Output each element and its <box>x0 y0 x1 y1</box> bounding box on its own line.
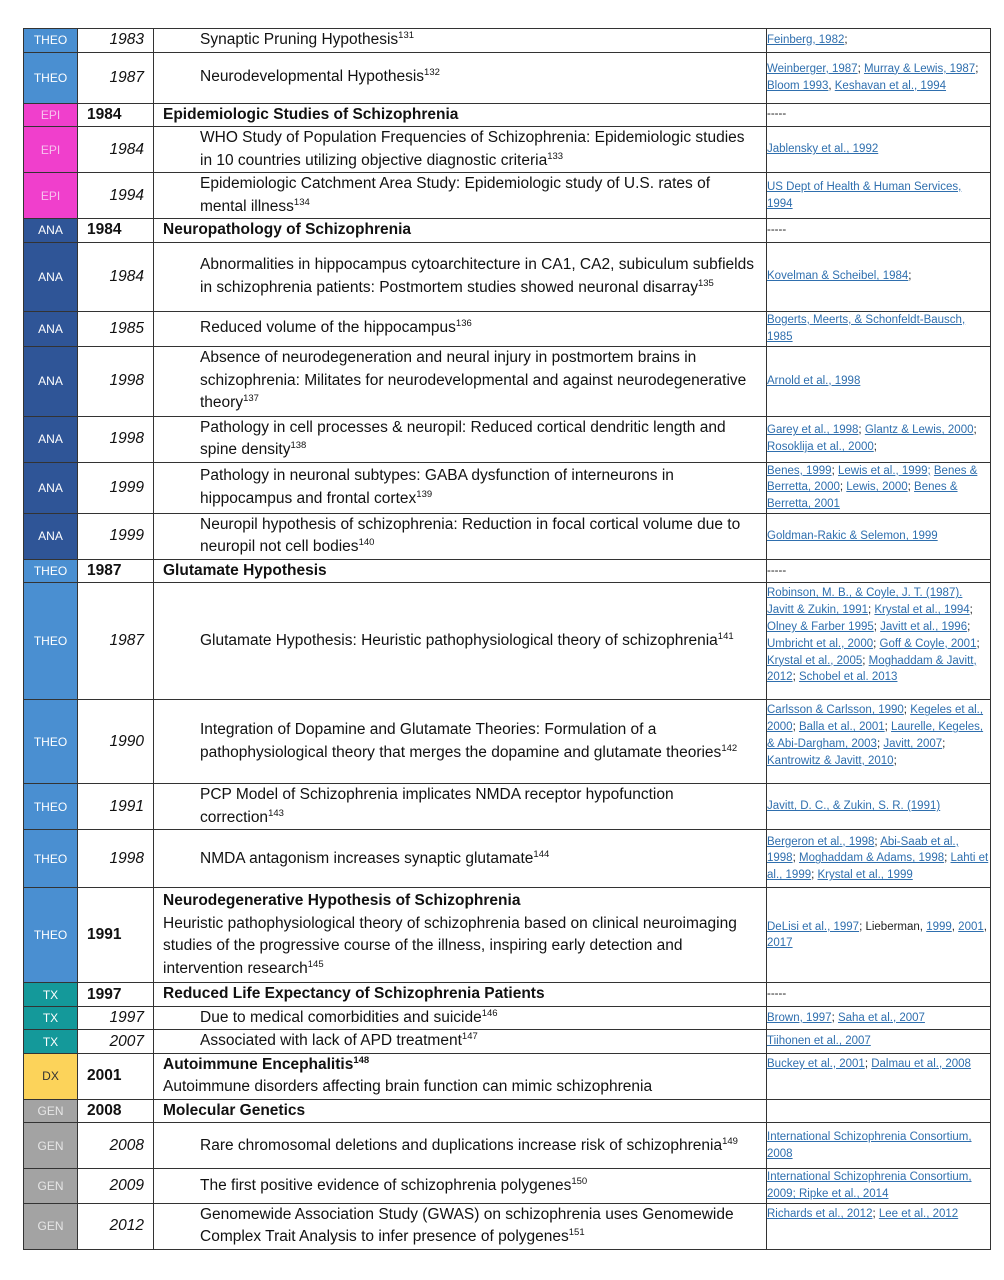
citation-link[interactable]: Goldman-Rakic & Selemon, 1999 <box>767 529 938 542</box>
description-text: Heuristic pathophysiological theory of schizophrenia based on clinical neuroimaging studies of the progressive course of the illness, inspiring early detection and intervention research <box>163 914 737 977</box>
description-text: Neuropil hypothesis of schizophrenia: Reduction in focal cortical volume due to neuropil not cell bodies <box>200 515 741 556</box>
references-cell <box>767 700 991 784</box>
references-cell <box>767 1123 991 1169</box>
footnote-ref: 133 <box>547 150 564 162</box>
citation-text: ; <box>831 1011 838 1024</box>
citation-link[interactable]: Richards et al., 2012 <box>767 1207 873 1220</box>
description-cell <box>154 583 767 700</box>
citation-link[interactable]: Carlsson & Carlsson, 1990 <box>767 704 904 717</box>
timeline-section-row <box>24 1053 991 1099</box>
citation-link[interactable]: Moghaddam & Adams, 1998 <box>798 852 945 865</box>
year-cell: 2008 <box>78 1099 154 1123</box>
citation-text: ; <box>873 637 880 650</box>
citation-link[interactable]: Benes & Berretta, 2001 <box>767 481 958 511</box>
references-cell <box>767 830 991 888</box>
description-cell <box>154 462 767 513</box>
description-text: Associated with lack of APD treatment <box>200 1032 462 1050</box>
citation-text: ----- <box>767 564 787 577</box>
references-cell <box>767 103 991 127</box>
citation-link[interactable]: Jablensky et al., 1992 <box>767 143 879 156</box>
timeline-entry-row <box>24 1030 991 1054</box>
citation-text: ; <box>907 481 915 494</box>
footnote-ref: 132 <box>424 67 440 79</box>
citation-link[interactable]: Javitt et al., 1996 <box>880 620 968 633</box>
category-badge: GEN <box>24 1203 78 1249</box>
timeline-entry-row <box>24 1169 991 1204</box>
footnote-ref: 136 <box>455 318 472 330</box>
citation-link[interactable]: Tiihonen et al., 2007 <box>767 1035 871 1048</box>
footnote-ref: 149 <box>722 1135 738 1147</box>
citation-text: ; <box>839 481 847 494</box>
citation-link[interactable]: Weinberger, 1987 <box>767 62 858 75</box>
description-cell <box>154 513 767 559</box>
year-cell: 1998 <box>78 416 154 462</box>
citation-text: ; <box>973 424 977 437</box>
description-text: Synaptic Pruning Hypothesis <box>200 31 399 48</box>
citation-text: ; <box>903 704 911 717</box>
description-cell <box>154 559 767 583</box>
year-cell: 1984 <box>78 242 154 311</box>
description-text: Abnormalities in hippocampus cytoarchitecture in CA1, CA2, subiculum subfields in schizophrenia patients: Postmortem studies showed neuronal disarray <box>200 256 754 296</box>
description-cell <box>154 830 767 888</box>
year-cell: 1994 <box>78 173 154 219</box>
citation-text: ; <box>874 835 881 848</box>
category-badge: THEO <box>24 583 78 700</box>
category-badge: EPI <box>24 127 78 173</box>
footnote-ref: 150 <box>571 1175 588 1187</box>
timeline-entry-row <box>24 1006 991 1030</box>
citation-text: ; <box>893 754 897 767</box>
footnote-ref: 139 <box>416 488 433 500</box>
category-badge: THEO <box>24 52 78 103</box>
citation-text: ; Lieberman, <box>859 920 927 933</box>
description-cell <box>154 1006 767 1030</box>
timeline-entry-row <box>24 1123 991 1169</box>
year-cell: 2009 <box>78 1169 154 1204</box>
references-cell <box>767 513 991 559</box>
citation-link[interactable]: 1999 <box>926 920 952 933</box>
description-cell <box>154 346 767 416</box>
description-cell <box>154 103 767 127</box>
footnote-ref: 138 <box>290 440 307 451</box>
description-cell <box>154 888 767 983</box>
citation-text: ; <box>792 671 799 684</box>
year-cell: 1984 <box>78 127 154 173</box>
year-cell: 1987 <box>78 559 154 583</box>
footnote-ref: 146 <box>481 1007 498 1019</box>
references-cell <box>767 983 991 1007</box>
timeline-entry-row <box>24 311 991 346</box>
description-cell <box>154 1099 767 1123</box>
category-badge: THEO <box>24 559 78 583</box>
category-badge: TX <box>24 1006 78 1030</box>
section-title: Reduced Life Expectancy of Schizophrenia Patients <box>163 985 545 1003</box>
section-title: Neuropathology of Schizophrenia <box>163 221 412 238</box>
timeline-table <box>23 28 991 1250</box>
references-cell <box>767 242 991 311</box>
description-text: Reduced volume of the hippocampus <box>200 319 456 337</box>
year-cell: 1984 <box>78 103 154 127</box>
timeline-section-row <box>24 103 991 127</box>
category-badge: ANA <box>24 242 78 311</box>
citation-link[interactable]: Bloom 1993 <box>767 79 829 92</box>
references-cell <box>767 173 991 219</box>
description-text: PCP Model of Schizophrenia implicates NMDA receptor hypofunction correction <box>200 786 674 826</box>
description-cell <box>154 983 767 1007</box>
citation-link[interactable]: DeLisi et al., 1997 <box>767 920 860 933</box>
year-cell: 1985 <box>78 311 154 346</box>
citation-link[interactable]: Olney & Farber 1995 <box>767 620 874 633</box>
description-text: Integration of Dopamine and Glutamate Theories: Formulation of a pathophysiological theory that merges the dopamine and glutamate theories <box>200 721 722 761</box>
citation-link[interactable]: International Schizophrenia Consortium, 2008 <box>767 1131 972 1160</box>
description-text: Absence of neurodegeneration and neural injury in postmortem brains in schizophrenia: Militates for neurodevelopmental and against neurodegenerative theory <box>200 349 747 412</box>
references-cell <box>767 1169 991 1204</box>
category-badge: THEO <box>24 830 78 888</box>
citation-text: ; <box>969 604 973 617</box>
footnote-ref: 148 <box>353 1054 370 1066</box>
citation-link[interactable]: Lewis, 2000 <box>846 481 908 494</box>
category-badge: THEO <box>24 784 78 830</box>
year-cell: 1999 <box>78 462 154 513</box>
citation-text: ; <box>872 1207 879 1220</box>
timeline-entry-row <box>24 242 991 311</box>
citation-link[interactable]: Feinberg, 1982 <box>767 33 845 46</box>
year-cell: 1998 <box>78 346 154 416</box>
footnote-ref: 134 <box>293 196 310 208</box>
section-title: Molecular Genetics <box>163 1101 306 1119</box>
references-cell <box>767 583 991 700</box>
references-cell <box>767 784 991 830</box>
footnote-ref: 145 <box>307 958 324 970</box>
citation-text: , <box>828 79 835 92</box>
citation-link[interactable]: Schobel et al. 2013 <box>798 671 898 684</box>
citation-text: , <box>951 920 959 933</box>
citation-link[interactable]: Goff & Coyle, 2001 <box>879 637 977 650</box>
year-cell: 1997 <box>78 1006 154 1030</box>
description-cell <box>154 311 767 346</box>
category-badge: GEN <box>24 1099 78 1123</box>
citation-text: ; <box>976 637 980 650</box>
description-cell <box>154 1203 767 1249</box>
timeline-entry-row <box>24 346 991 416</box>
citation-text: ; <box>792 721 799 734</box>
category-badge: DX <box>24 1053 78 1099</box>
description-cell <box>154 219 767 243</box>
description-text: NMDA antagonism increases synaptic glutamate <box>200 849 534 867</box>
category-badge: ANA <box>24 346 78 416</box>
description-text: Neurodevelopmental Hypothesis <box>200 68 425 86</box>
category-badge: GEN <box>24 1123 78 1169</box>
citation-text: ; <box>944 852 951 865</box>
footnote-ref: 140 <box>358 537 375 549</box>
description-cell <box>154 1030 767 1054</box>
timeline-body <box>24 29 991 1250</box>
references-cell <box>767 1006 991 1030</box>
references-cell <box>767 462 991 513</box>
category-badge: ANA <box>24 416 78 462</box>
description-cell <box>154 52 767 103</box>
references-cell <box>767 29 991 53</box>
timeline-entry-row <box>24 173 991 219</box>
description-cell <box>154 1053 767 1099</box>
timeline-entry-row <box>24 462 991 513</box>
footnote-ref: 137 <box>243 393 259 405</box>
citation-text: ; <box>792 852 799 865</box>
category-badge: ANA <box>24 219 78 243</box>
references-cell <box>767 346 991 416</box>
description-cell <box>154 784 767 830</box>
citation-link[interactable]: Krystal et al., 1999 <box>817 869 913 882</box>
citation-text: ; <box>873 620 881 633</box>
citation-link[interactable]: Rosoklija et al., 2000 <box>767 441 874 453</box>
citation-text: ; <box>908 270 912 283</box>
description-cell <box>154 29 767 53</box>
citation-text: ----- <box>767 223 787 236</box>
footnote-ref: 151 <box>568 1227 585 1239</box>
timeline-section-row <box>24 888 991 983</box>
citation-text: ; <box>858 424 865 437</box>
citation-link[interactable]: Lee et al., 2012 <box>878 1207 959 1220</box>
citation-link[interactable]: Kovelman & Scheibel, 1984 <box>767 270 909 283</box>
citation-link[interactable]: Kantrowitz & Javitt, 2010 <box>767 754 894 767</box>
year-cell: 1998 <box>78 830 154 888</box>
references-cell <box>767 219 991 243</box>
citation-text: ; <box>942 737 946 750</box>
description-text: WHO Study of Population Frequencies of Schizophrenia: Epidemiologic studies in 10 countries utilizing objective diagnostic criteria <box>200 129 745 169</box>
category-badge: THEO <box>24 700 78 784</box>
timeline-entry-row <box>24 583 991 700</box>
footnote-ref: 143 <box>268 807 284 819</box>
citation-text: , <box>983 920 987 933</box>
citation-link[interactable]: 2017 <box>767 937 793 950</box>
citation-link[interactable]: Robinson, M. B., & Coyle, J. T. (1987). <box>767 587 963 600</box>
footnote-ref: 142 <box>721 742 738 754</box>
section-title: Autoimmune Encephalitis <box>163 1055 354 1073</box>
citation-link[interactable]: Garey et al., 1998 <box>767 424 859 437</box>
citation-link[interactable]: Javitt, 2007 <box>883 737 943 750</box>
citation-link[interactable]: Krystal et al., 2005 <box>767 654 863 667</box>
timeline-section-row <box>24 983 991 1007</box>
footnote-ref: 135 <box>697 277 714 289</box>
citation-link[interactable]: Saha et al., 2007 <box>837 1011 925 1024</box>
references-cell <box>767 888 991 983</box>
year-cell: 1984 <box>78 219 154 243</box>
citation-text: ; <box>864 1057 872 1070</box>
citation-link[interactable]: US Dept of Health & Human Services, 1994 <box>767 180 962 210</box>
timeline-section-row <box>24 559 991 583</box>
citation-link[interactable]: Moghaddam & Javitt, 2012 <box>767 654 977 684</box>
citation-text: ----- <box>767 988 787 1001</box>
timeline-entry-row <box>24 700 991 784</box>
category-badge: GEN <box>24 1169 78 1204</box>
footnote-ref: 144 <box>533 848 550 860</box>
description-cell <box>154 127 767 173</box>
references-cell <box>767 311 991 346</box>
citation-link[interactable]: Glantz & Lewis, 2000 <box>864 424 974 437</box>
year-cell: 2007 <box>78 1030 154 1054</box>
description-text: The first positive evidence of schizophrenia polygenes <box>200 1176 572 1194</box>
year-cell: 1987 <box>78 583 154 700</box>
citation-link[interactable]: Bogerts, Meerts, & Schonfeldt-Bausch, 1985 <box>767 313 966 343</box>
description-cell <box>154 700 767 784</box>
citation-text: ; <box>884 721 892 734</box>
description-text: Rare chromosomal deletions and duplications increase risk of schizophrenia <box>200 1136 723 1154</box>
references-cell <box>767 1053 991 1099</box>
description-text: Pathology in cell processes & neuropil: Reduced cortical dendritic length and spine density <box>200 418 726 458</box>
citation-text: ; <box>862 654 869 667</box>
year-cell: 1983 <box>78 29 154 53</box>
citation-text: ; <box>868 604 875 617</box>
year-cell: 1997 <box>78 983 154 1007</box>
timeline-entry-row <box>24 1203 991 1249</box>
citation-link[interactable]: Umbricht et al., 2000 <box>767 637 874 650</box>
citation-link[interactable]: Bergeron et al., 1998 <box>767 835 875 848</box>
section-title: Glutamate Hypothesis <box>163 561 327 579</box>
category-badge: TX <box>24 1030 78 1054</box>
citation-link[interactable]: Dalmau et al., 2008 <box>871 1057 971 1070</box>
category-badge: ANA <box>24 513 78 559</box>
category-badge: EPI <box>24 103 78 127</box>
description-cell <box>154 242 767 311</box>
citation-text: ; <box>876 737 884 750</box>
citation-text: ; <box>873 441 877 453</box>
references-cell <box>767 416 991 462</box>
citation-text: ; <box>967 620 971 633</box>
citation-text: ; <box>844 33 848 46</box>
category-badge: ANA <box>24 462 78 513</box>
citation-link[interactable]: Buckey et al., 2001 <box>767 1057 865 1070</box>
description-text: Autoimmune disorders affecting brain function can mimic schizophrenia <box>163 1078 653 1096</box>
citation-link[interactable]: Krystal et al., 1994 <box>874 604 970 617</box>
citation-link[interactable]: Brown, 1997 <box>767 1011 832 1024</box>
citation-link[interactable]: 2001 <box>958 920 984 933</box>
citation-link[interactable]: Murray & Lewis, 1987 <box>863 62 976 75</box>
citation-link[interactable]: Balla et al., 2001 <box>798 721 885 734</box>
references-cell <box>767 52 991 103</box>
citation-text: ; <box>975 62 979 75</box>
citation-link[interactable]: Javitt & Zukin, 1991 <box>767 604 868 617</box>
citation-link[interactable]: Laurelle, Kegeles, & Abi-Dargham, 2003 <box>767 721 984 750</box>
timeline-entry-row <box>24 784 991 830</box>
description-cell <box>154 173 767 219</box>
year-cell: 1991 <box>78 888 154 983</box>
category-badge: EPI <box>24 173 78 219</box>
citation-link[interactable]: Lahti et al., 1999 <box>767 852 989 882</box>
citation-text: ; <box>857 62 864 75</box>
year-cell: 1999 <box>78 513 154 559</box>
year-cell: 2008 <box>78 1123 154 1169</box>
year-cell: 1991 <box>78 784 154 830</box>
description-cell <box>154 1169 767 1204</box>
year-cell: 2012 <box>78 1203 154 1249</box>
citation-text: ; <box>831 464 838 477</box>
references-cell <box>767 127 991 173</box>
references-cell <box>767 1099 991 1123</box>
timeline-entry-row <box>24 127 991 173</box>
timeline-section-row <box>24 219 991 243</box>
footnote-ref: 141 <box>717 631 734 643</box>
timeline-entry-row <box>24 52 991 103</box>
category-badge: THEO <box>24 29 78 53</box>
category-badge: ANA <box>24 311 78 346</box>
citation-link[interactable]: Kegeles et al., 2000 <box>767 704 984 734</box>
category-badge: THEO <box>24 888 78 983</box>
year-cell: 1987 <box>78 52 154 103</box>
description-cell <box>154 416 767 462</box>
timeline-entry-row <box>24 416 991 462</box>
year-cell: 2001 <box>78 1053 154 1099</box>
timeline-entry-row <box>24 29 991 53</box>
citation-link[interactable]: Keshavan et al., 1994 <box>834 79 947 92</box>
footnote-ref: 131 <box>398 30 415 41</box>
references-cell <box>767 1030 991 1054</box>
references-cell <box>767 559 991 583</box>
description-text: Genomewide Association Study (GWAS) on schizophrenia uses Genomewide Complex Trait Analysis to infer presence of polygenes <box>200 1205 734 1246</box>
section-title: Neurodegenerative Hypothesis of Schizophrenia <box>163 892 521 910</box>
timeline-entry-row <box>24 830 991 888</box>
description-text: Glutamate Hypothesis: Heuristic pathophysiological theory of schizophrenia <box>200 632 718 650</box>
description-cell <box>154 1123 767 1169</box>
citation-link[interactable]: Benes, 1999 <box>767 464 832 477</box>
description-text: Pathology in neuronal subtypes: GABA dysfunction of interneurons in hippocampus and frontal cortex <box>200 467 674 507</box>
description-text: Epidemiologic Catchment Area Study: Epidemiologic study of U.S. rates of mental illness <box>200 175 711 215</box>
footnote-ref: 147 <box>461 1031 478 1043</box>
citation-text: ; <box>811 869 818 882</box>
citation-link[interactable]: International Schizophrenia Consortium, 2009; Ripke et al., 2014 <box>767 1171 972 1201</box>
timeline-section-row <box>24 1099 991 1123</box>
description-text: Due to medical comorbidities and suicide <box>200 1008 482 1026</box>
citation-link[interactable]: Javitt, D. C., & Zukin, S. R. (1991) <box>767 800 941 813</box>
references-cell <box>767 1203 991 1249</box>
citation-text: ----- <box>767 108 787 121</box>
year-cell: 1990 <box>78 700 154 784</box>
citation-link[interactable]: Abi-Saab et al., 1998 <box>767 835 959 865</box>
category-badge: TX <box>24 983 78 1007</box>
section-title: Epidemiologic Studies of Schizophrenia <box>163 105 459 123</box>
citation-link[interactable]: Arnold et al., 1998 <box>767 374 861 387</box>
citation-link[interactable]: Lewis et al., 1999; <box>837 464 931 477</box>
timeline-entry-row <box>24 513 991 559</box>
citation-link[interactable]: Benes & Berretta, 2000 <box>767 464 978 494</box>
